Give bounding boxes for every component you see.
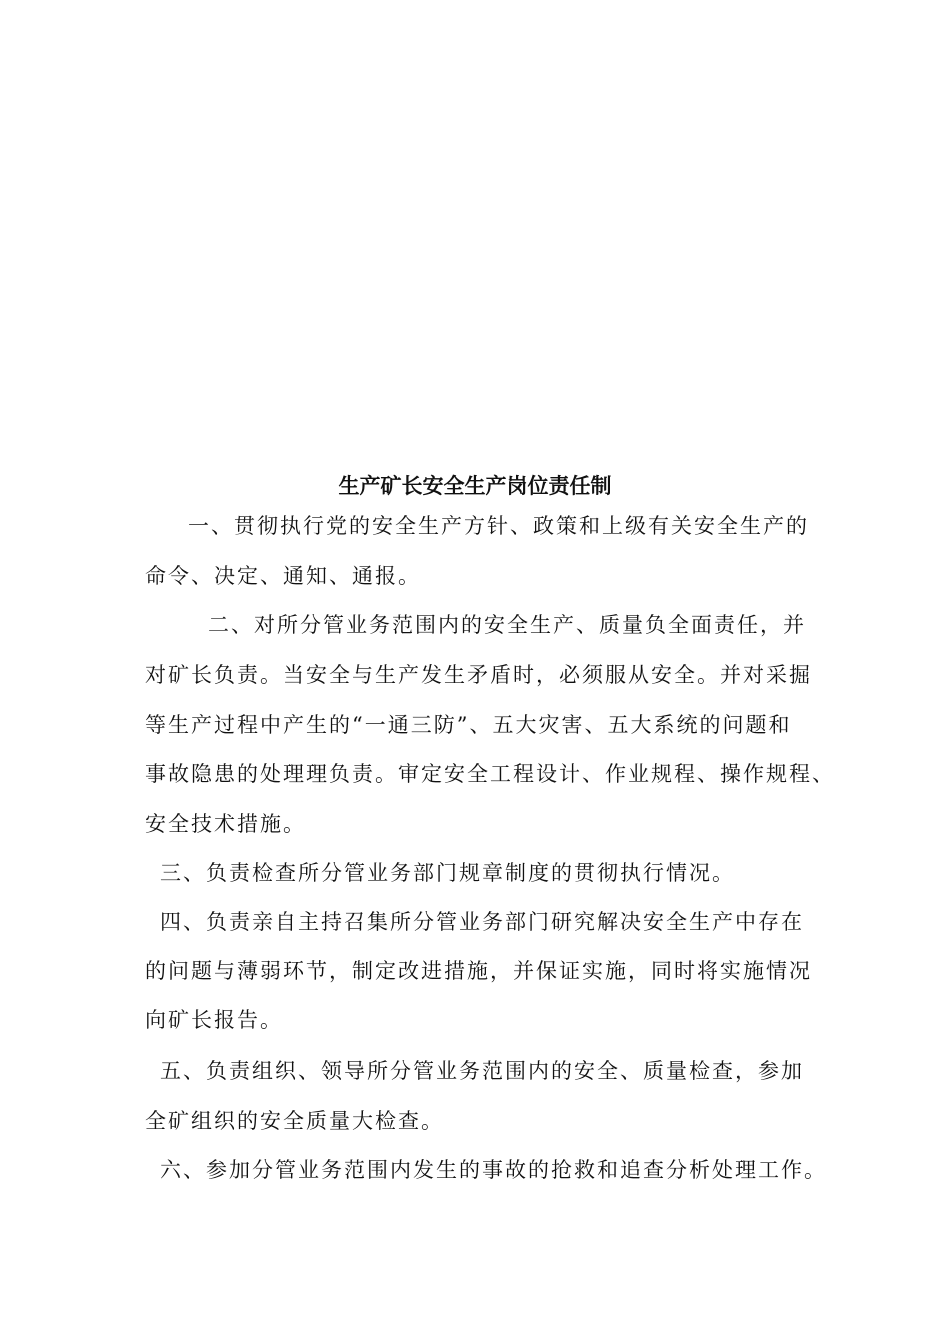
duty-4-line-3: 向矿长报告。 [145, 1008, 283, 1032]
duty-2-line-1: 二、对所分管业务范围内的安全生产、质量负全面责任，并 [208, 613, 806, 637]
duty-4-line-2: 的问题与薄弱环节，制定改进措施，并保证实施，同时将实施情况 [145, 959, 812, 983]
duty-2-line-4: 事故隐患的处理理负责。审定安全工程设计、作业规程、操作规程、 [145, 762, 835, 786]
duty-1-line-1: 一、贯彻执行党的安全生产方针、政策和上级有关安全生产的 [188, 514, 809, 538]
duty-5-line-1: 五、负责组织、领导所分管业务范围内的安全、质量检查，参加 [160, 1059, 804, 1083]
duty-1-line-2: 命令、决定、通知、通报。 [145, 564, 421, 588]
duty-2-line-2: 对矿长负责。当安全与生产发生矛盾时，必须服从安全。并对采掘 [145, 663, 812, 687]
duty-5-line-2: 全矿组织的安全质量大检查。 [145, 1109, 444, 1133]
document-title: 生产矿长安全生产岗位责任制 [338, 474, 612, 498]
duty-6-line-1: 六、参加分管业务范围内发生的事故的抢救和追查分析处理工作。 [160, 1158, 827, 1182]
duty-4-line-1: 四、负责亲自主持召集所分管业务部门研究解决安全生产中存在 [160, 910, 804, 934]
duty-2-line-3: 等生产过程中产生的“一通三防”、五大灾害、五大系统的问题和 [145, 713, 792, 737]
duty-2-line-5: 安全技术措施。 [145, 812, 306, 836]
duty-3-line-1: 三、负责检查所分管业务部门规章制度的贯彻执行情况。 [160, 861, 735, 885]
